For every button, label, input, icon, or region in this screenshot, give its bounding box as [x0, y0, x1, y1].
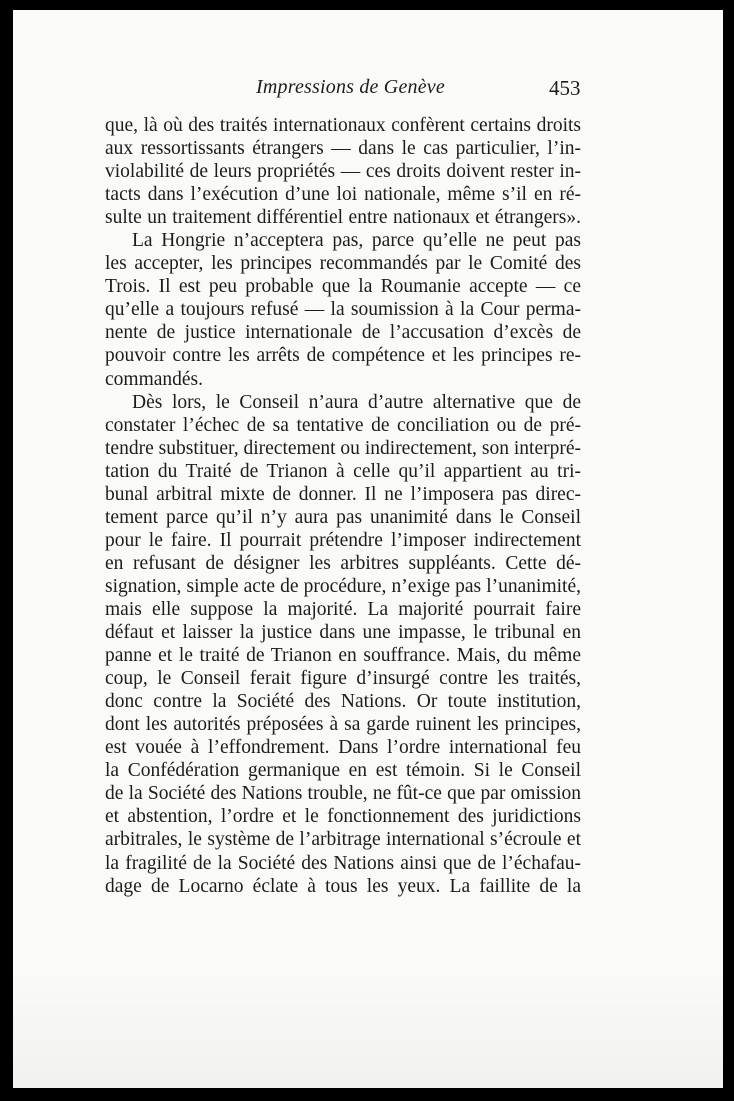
- text-line: les accepter, les principes recommandés par le Comité des: [105, 253, 581, 275]
- text-line: pouvoir contre les arrêts de compétence et les principes re-: [105, 345, 581, 367]
- text-line: commandés.: [105, 368, 204, 390]
- book-page: [13, 10, 723, 1088]
- text-line: Dès lors, le Conseil n’aura d’autre alternative que de: [132, 391, 581, 413]
- text-line: la Confédération germanique en est témoin. Si le Conseil: [105, 760, 581, 782]
- running-head: [13, 70, 723, 100]
- text-line: que, là où des traités internationaux confèrent certains droits: [105, 115, 581, 136]
- text-line: tendre substituer, directement ou indirectement, son interpré-: [105, 437, 581, 459]
- text-line: Trois. Il est peu probable que la Roumanie accepte — ce: [105, 276, 581, 298]
- text-line: défaut et laisser la justice dans une impasse, le tribunal en: [105, 622, 581, 644]
- text-line: dont les autorités préposées à sa garde ruinent les principes,: [105, 714, 581, 736]
- text-line: pour le faire. Il pourrait prétendre l’imposer indirectement: [105, 529, 581, 551]
- text-line: tement parce qu’il n’y aura pas unanimité dans le Conseil: [105, 506, 581, 528]
- text-line: en refusant de désigner les arbitres suppléants. Cette dé-: [105, 552, 581, 574]
- text-line: mais elle suppose la majorité. La majorité pourrait faire: [105, 598, 581, 620]
- running-title: Impressions de Genève: [256, 76, 445, 98]
- text-line: tation du Traité de Trianon à celle qu’il appartient au tri-: [105, 460, 581, 482]
- text-line: tacts dans l’exécution d’une loi nationale, même s’il en ré-: [105, 184, 581, 206]
- text-line: dage de Locarno éclate à tous les yeux. La faillite de la: [105, 875, 581, 897]
- text-line: coup, le Conseil ferait figure d’insurgé contre les traités,: [105, 668, 581, 690]
- text-line: constater l’échec de sa tentative de conciliation ou de pré-: [105, 414, 581, 436]
- text-line: la fragilité de la Société des Nations ainsi que de l’échafau-: [105, 852, 581, 874]
- text-line: donc contre la Société des Nations. Or toute institution,: [105, 691, 581, 713]
- text-line: qu’elle a toujours refusé — la soumission à la Cour perma-: [105, 299, 581, 321]
- text-line: sulte un traitement différentiel entre nationaux et étrangers».: [105, 207, 581, 229]
- text-line: signation, simple acte de procédure, n’exige pas l’unanimité,: [105, 575, 581, 597]
- text-line: panne et le traité de Trianon en souffrance. Mais, du même: [105, 645, 581, 667]
- text-line: violabilité de leurs propriétés — ces droits doivent rester in-: [105, 161, 581, 183]
- text-line: nente de justice internationale de l’accusation d’excès de: [105, 322, 581, 344]
- text-line: aux ressortissants étrangers — dans le cas particulier, l’in-: [105, 138, 581, 160]
- text-line: bunal arbitral mixte de donner. Il ne l’imposera pas direc-: [105, 483, 581, 505]
- text-line: arbitrales, le système de l’arbitrage international s’écroule et: [105, 829, 581, 851]
- text-line: est vouée à l’effondrement. Dans l’ordre international feu: [105, 737, 581, 759]
- text-line: et abstention, l’ordre et le fonctionnement des juridictions: [105, 806, 581, 828]
- text-body: [105, 114, 581, 898]
- text-line: La Hongrie n’acceptera pas, parce qu’elle ne peut pas: [132, 230, 581, 252]
- page-number: 453: [549, 76, 581, 100]
- text-line: de la Société des Nations trouble, ne fût-ce que par omission: [105, 783, 581, 805]
